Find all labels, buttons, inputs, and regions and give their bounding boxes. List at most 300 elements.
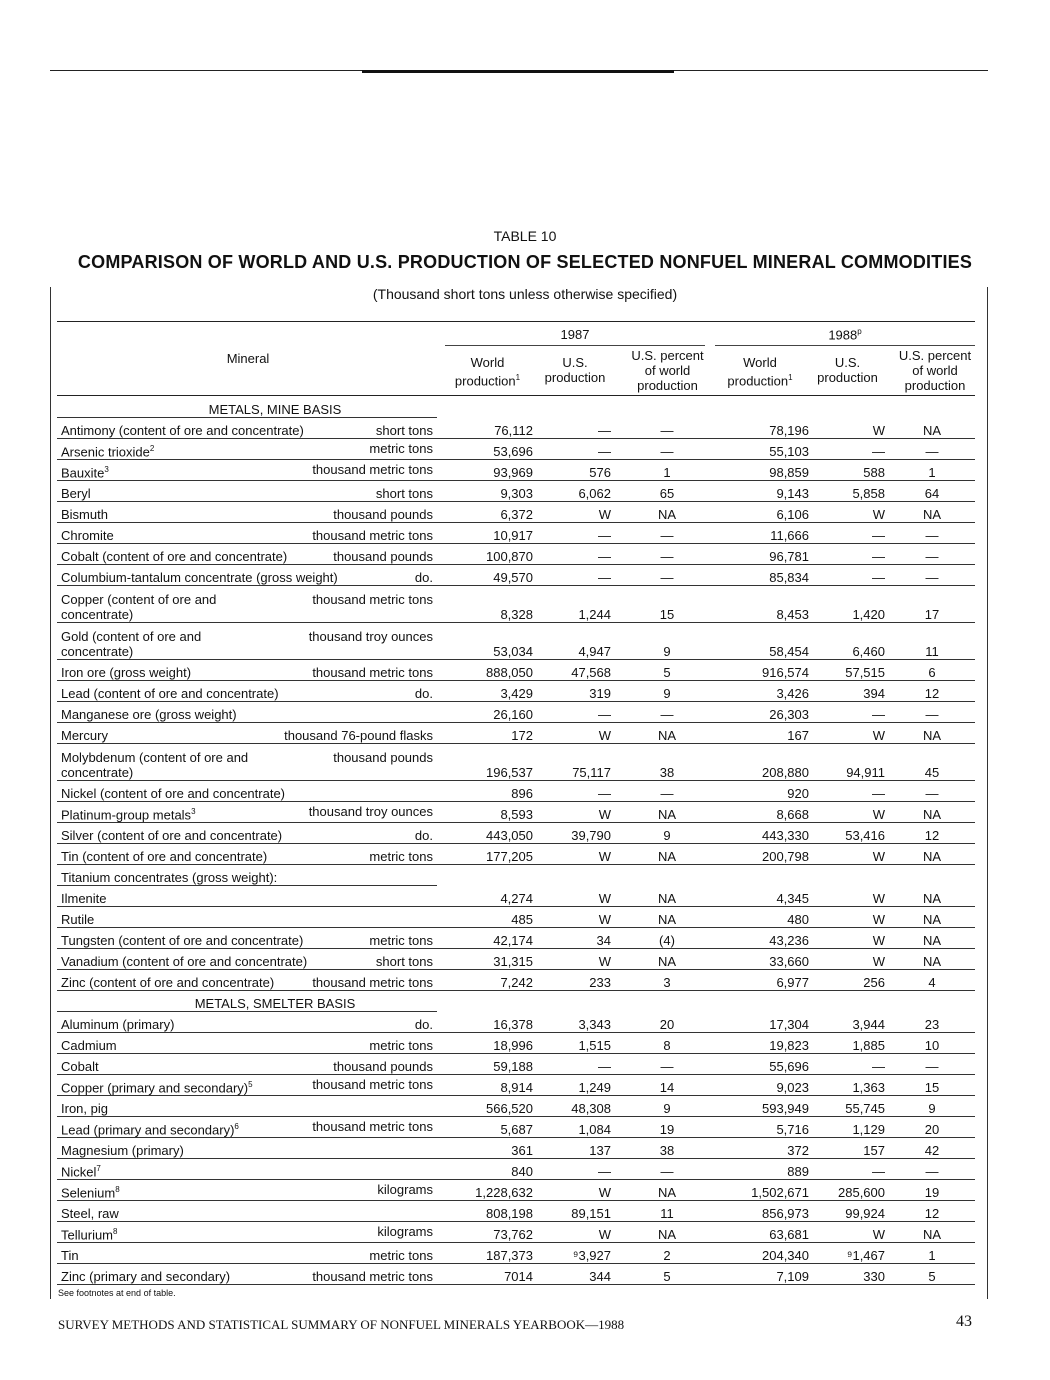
mineral-name (61, 786, 285, 801)
world-production-1987-cell: 26,160 (437, 702, 537, 723)
world-production-1987-cell: 73,762 (437, 1222, 537, 1243)
mineral-cell (57, 1033, 437, 1054)
table-row (57, 907, 975, 928)
us-percent-1988-cell: NA (889, 802, 975, 823)
us-production-1988-cell: — (813, 565, 889, 586)
us-production-1988-cell: 3,944 (813, 1012, 889, 1033)
year1-header: 1987 (560, 327, 590, 342)
mineral-name (61, 750, 248, 780)
world-production-1988-cell: 4,345 (719, 886, 813, 907)
us-percent-1988-cell: 5 (889, 1264, 975, 1285)
us-production-1987-cell: W (537, 886, 615, 907)
mineral-name (61, 1206, 119, 1221)
empty-cell (813, 991, 889, 1012)
mineral-name-text: Manganese ore (gross weight) (61, 707, 237, 722)
mineral-name (61, 1119, 239, 1137)
empty-cell (537, 397, 615, 418)
us-production-1988-cell: — (813, 523, 889, 544)
unit-label: kilograms (377, 1223, 433, 1239)
year2-header (715, 327, 975, 342)
world-production-1987-cell: 7,242 (437, 970, 537, 991)
table-row (57, 1096, 975, 1117)
us-production-1987-cell: 34 (537, 928, 615, 949)
world-production-1987-cell: 4,274 (437, 886, 537, 907)
mineral-cell (57, 660, 437, 681)
us-production-1988-cell: 5,858 (813, 481, 889, 502)
us-percent-1988-cell: NA (889, 1222, 975, 1243)
us-production-1988-cell: 157 (813, 1138, 889, 1159)
us-percent-1987-cell: 3 (615, 970, 719, 991)
world-production-label: production$^1$ (727, 373, 793, 389)
mineral-cell (57, 1264, 437, 1285)
table-row (57, 660, 975, 681)
mineral-name (61, 441, 154, 459)
world-production-1988-cell: 200,798 (719, 844, 813, 865)
section-header-row (57, 397, 975, 418)
mineral-cell (57, 907, 437, 928)
us-percent-1988-cell: NA (889, 949, 975, 970)
world-production-header-1987 (440, 355, 535, 388)
world-production-1987-cell: 3,429 (437, 681, 537, 702)
us-percent-1988-cell: 12 (889, 823, 975, 844)
unit-label: thousand pounds (333, 750, 433, 765)
us-percent-1988-cell: 12 (889, 681, 975, 702)
mineral-name-text: Cobalt (content of ore and concentrate) (61, 549, 288, 564)
mineral-name (61, 828, 282, 843)
mineral-cell (57, 949, 437, 970)
table-row (57, 1222, 975, 1243)
footnote-ref: 7 (96, 1163, 101, 1173)
us-percent-1987-cell: — (615, 418, 719, 439)
us-percent-1987-cell: NA (615, 1180, 719, 1201)
world-production-1988-cell: 85,834 (719, 565, 813, 586)
world-label: World (470, 355, 505, 370)
us-production-1987-cell: W (537, 949, 615, 970)
empty-cell (719, 991, 813, 1012)
us-production-1987-cell: 4,947 (537, 623, 615, 660)
unit-label: thousand 76-pound flasks (284, 728, 433, 743)
page-subtitle: (Thousand short tons unless otherwise specified) (372, 286, 678, 302)
mineral-column-header: Mineral (226, 351, 270, 366)
year2-sup: p (857, 327, 862, 336)
us-percent-1987-cell: NA (615, 802, 719, 823)
world-production-1988-cell: 58,454 (719, 623, 813, 660)
us-percent-1987-cell: 9 (615, 1096, 719, 1117)
world-production-1988-cell: 889 (719, 1159, 813, 1180)
world-production-1988-cell: 63,681 (719, 1222, 813, 1243)
us-production-1987-cell: — (537, 523, 615, 544)
us-percent-1987-cell: NA (615, 723, 719, 744)
us-percent-1987-cell: 38 (615, 1138, 719, 1159)
mineral-cell (57, 1201, 437, 1222)
mineral-cell (57, 1075, 437, 1096)
mineral-name (61, 1077, 253, 1095)
pct-line2: of world (644, 363, 691, 378)
mineral-name-text: Iron ore (gross weight) (61, 665, 192, 680)
us-percent-1987-cell: 2 (615, 1243, 719, 1264)
pct-line2: of world (912, 363, 958, 378)
world-production-1988-cell: 1,502,671 (719, 1180, 813, 1201)
mineral-name (61, 423, 304, 438)
world-production-1987-cell: 8,328 (437, 586, 537, 623)
unit-label: thousand pounds (333, 507, 433, 522)
mineral-name-text: Cadmium (61, 1038, 117, 1053)
world-production-1988-cell: 11,666 (719, 523, 813, 544)
world-production-1988-cell: 98,859 (719, 460, 813, 481)
unit-label: metric tons (369, 849, 433, 864)
world-production-1987-cell: 76,112 (437, 418, 537, 439)
us-production-1987-cell: 48,308 (537, 1096, 615, 1117)
us-percent-1988-cell: NA (889, 928, 975, 949)
us-production-1988-cell: W (813, 502, 889, 523)
mineral-name-text: Selenium (61, 1185, 116, 1200)
world-production-1988-cell: 372 (719, 1138, 813, 1159)
mineral-cell (57, 1054, 437, 1075)
mineral-cell (57, 844, 437, 865)
mineral-name (61, 462, 109, 480)
us-percent-header-1988 (885, 348, 985, 393)
us-production-1988-cell: W (813, 418, 889, 439)
mineral-name (61, 507, 108, 522)
world-production-1987-cell: 53,034 (437, 623, 537, 660)
mineral-name-text: Beryl (61, 486, 91, 501)
us-percent-1988-cell: — (889, 544, 975, 565)
year2-rule (715, 345, 975, 346)
us-percent-1988-cell: 6 (889, 660, 975, 681)
mineral-cell (57, 502, 437, 523)
mineral-cell (57, 1243, 437, 1264)
mineral-cell (57, 802, 437, 823)
us-percent-1987-cell: 9 (615, 681, 719, 702)
table-row (57, 1012, 975, 1033)
us-percent-1988-cell: 42 (889, 1138, 975, 1159)
mineral-cell (57, 481, 437, 502)
mineral-name-text: Zinc (primary and secondary) (61, 1269, 231, 1284)
mineral-name (61, 870, 277, 885)
us-production-1987-cell: 576 (537, 460, 615, 481)
unit-label: thousand metric tons (312, 975, 433, 990)
table-label: TABLE 10 (493, 228, 557, 244)
world-production-1988-cell: 208,880 (719, 744, 813, 781)
us-production-label: production (817, 370, 878, 385)
unit-label: short tons (375, 423, 433, 438)
world-production-1988-cell: 19,823 (719, 1033, 813, 1054)
us-production-1987-cell: 1,249 (537, 1075, 615, 1096)
mineral-name-text: Lead (content of ore and concentrate) (61, 686, 279, 701)
world-production-1988-cell: 5,716 (719, 1117, 813, 1138)
empty-cell (615, 397, 719, 418)
world-production-1988-cell: 55,103 (719, 439, 813, 460)
world-production-1987-cell: 16,378 (437, 1012, 537, 1033)
us-production-1987-cell: 47,568 (537, 660, 615, 681)
us-percent-1988-cell: — (889, 565, 975, 586)
empty-cell (889, 991, 975, 1012)
us-percent-1987-cell: (4) (615, 928, 719, 949)
footnote: See footnotes at end of table. (58, 1288, 176, 1298)
us-production-label: production (544, 370, 606, 385)
table-row (57, 1117, 975, 1138)
us-production-1987-cell: 344 (537, 1264, 615, 1285)
unit-label: do. (414, 570, 433, 585)
top-rule-accent (362, 70, 674, 73)
unit-label: thousand troy ounces (308, 803, 433, 819)
us-production-1988-cell: W (813, 844, 889, 865)
us-production-1987-cell: W (537, 907, 615, 928)
mineral-name-text: Nickel (content of ore and concentrate) (61, 786, 286, 801)
table-row (57, 844, 975, 865)
world-production-1987-cell: 42,174 (437, 928, 537, 949)
mineral-name (61, 1143, 184, 1158)
us-production-1987-cell: W (537, 1180, 615, 1201)
world-production-1988-cell: 17,304 (719, 1012, 813, 1033)
mineral-name (61, 728, 108, 743)
us-percent-1988-cell: — (889, 439, 975, 460)
us-production-1988-cell: W (813, 886, 889, 907)
us-percent-1987-cell: — (615, 781, 719, 802)
mineral-name (61, 1017, 174, 1032)
us-production-1987-cell: W (537, 1222, 615, 1243)
mineral-name (61, 933, 303, 948)
empty-cell (889, 397, 975, 418)
mineral-name (61, 570, 338, 585)
mineral-name (61, 629, 201, 659)
mineral-cell (57, 681, 437, 702)
mineral-name-text: Copper (primary and secondary) (61, 1080, 249, 1095)
pct-line3: production (637, 378, 698, 393)
mineral-name (61, 486, 91, 501)
mineral-name-text: Vanadium (content of ore and concentrate) (61, 954, 308, 969)
us-percent-1988-cell: — (889, 523, 975, 544)
table-row (57, 886, 975, 907)
world-production-1987-cell: 59,188 (437, 1054, 537, 1075)
us-percent-1988-cell: 1 (889, 1243, 975, 1264)
table-row (57, 481, 975, 502)
unit-label: do. (414, 828, 433, 843)
mineral-name (61, 891, 107, 906)
mineral-name-text: Ilmenite (61, 891, 107, 906)
unit-label: short tons (375, 954, 433, 969)
footnote-ref: 6 (234, 1121, 239, 1131)
world-production-header-1988 (715, 355, 805, 388)
table-row (57, 1138, 975, 1159)
us-percent-1988-cell: 20 (889, 1117, 975, 1138)
world-production-1987-cell: 8,914 (437, 1075, 537, 1096)
mineral-cell (57, 723, 437, 744)
world-production-1988-cell: 920 (719, 781, 813, 802)
us-production-1988-cell: W (813, 802, 889, 823)
us-production-1988-cell: 1,885 (813, 1033, 889, 1054)
unit-label: metric tons (369, 1038, 433, 1053)
us-production-1988-cell: 6,460 (813, 623, 889, 660)
mineral-name-text: Tellurium (61, 1227, 114, 1242)
us-production-1988-cell: W (813, 949, 889, 970)
world-production-1988-cell: 7,109 (719, 1264, 813, 1285)
unit-label: thousand troy ounces (308, 629, 433, 644)
mineral-name-text: Rutile (61, 912, 95, 927)
production-table (57, 397, 975, 1285)
world-production-1988-cell: 55,696 (719, 1054, 813, 1075)
us-production-1987-cell: 75,117 (537, 744, 615, 781)
mineral-name-text: Steel, raw (61, 1206, 119, 1221)
unit-label: thousand metric tons (312, 592, 433, 607)
us-percent-1988-cell: 9 (889, 1096, 975, 1117)
mineral-name-text: Iron, pig (61, 1101, 108, 1116)
us-percent-1987-cell (615, 865, 719, 886)
us-production-1987-cell: W (537, 844, 615, 865)
header-bottom-rule (57, 395, 975, 396)
us-label: U.S. (562, 355, 588, 370)
mineral-name-text: Nickel (61, 1164, 97, 1179)
table-row (57, 586, 975, 623)
mineral-name-text: Columbium-tantalum concentrate (gross weight) (61, 570, 338, 585)
world-production-1988-cell: 9,143 (719, 481, 813, 502)
us-production-1988-cell: — (813, 1054, 889, 1075)
mineral-name-text: Copper (content of ore and concentrate) (61, 592, 217, 622)
unit-label: thousand pounds (333, 1059, 433, 1074)
footer-text: SURVEY METHODS AND STATISTICAL SUMMARY OF NONFUEL MINERALS YEARBOOK—1988 (58, 1317, 625, 1332)
us-percent-1988-cell: 45 (889, 744, 975, 781)
us-production-1987-cell: W (537, 802, 615, 823)
us-percent-1987-cell: NA (615, 907, 719, 928)
mineral-cell (57, 1180, 437, 1201)
us-production-1988-cell: — (813, 439, 889, 460)
empty-cell (537, 991, 615, 1012)
us-percent-1988-cell: NA (889, 418, 975, 439)
us-production-1987-cell: ⁹3,927 (537, 1243, 615, 1264)
us-percent-1987-cell: 11 (615, 1201, 719, 1222)
unit-label: thousand metric tons (312, 528, 433, 543)
table-row (57, 1075, 975, 1096)
us-percent-1988-cell: — (889, 1159, 975, 1180)
us-production-1987-cell: — (537, 781, 615, 802)
us-production-1987-cell: — (537, 418, 615, 439)
us-production-1988-cell: 394 (813, 681, 889, 702)
world-production-1988-cell: 8,668 (719, 802, 813, 823)
empty-cell (813, 397, 889, 418)
world-label: World (743, 355, 777, 370)
us-production-1988-cell: ⁹1,467 (813, 1243, 889, 1264)
mineral-name (61, 975, 274, 990)
world-production-1987-cell: 93,969 (437, 460, 537, 481)
section-heading: METALS, MINE BASIS (57, 397, 437, 418)
table-row (57, 702, 975, 723)
us-production-1987-cell: 89,151 (537, 1201, 615, 1222)
table-row (57, 865, 975, 886)
table-row (57, 439, 975, 460)
us-percent-1987-cell: 14 (615, 1075, 719, 1096)
us-production-1988-cell: 285,600 (813, 1180, 889, 1201)
unit-label: thousand metric tons (312, 1118, 433, 1134)
world-production-1987-cell: 31,315 (437, 949, 537, 970)
us-percent-1988-cell: 15 (889, 1075, 975, 1096)
unit-label: kilograms (377, 1181, 433, 1197)
table-row (57, 544, 975, 565)
mineral-name (61, 549, 287, 564)
us-percent-1988-cell: NA (889, 844, 975, 865)
us-production-1988-cell: W (813, 723, 889, 744)
us-percent-1987-cell: — (615, 702, 719, 723)
us-production-1987-cell: 3,343 (537, 1012, 615, 1033)
world-production-1987-cell: 485 (437, 907, 537, 928)
us-production-header-1987 (535, 355, 615, 385)
us-percent-1988-cell: NA (889, 886, 975, 907)
us-percent-1987-cell: 65 (615, 481, 719, 502)
mineral-name-text: Chromite (61, 528, 114, 543)
year1-rule (445, 345, 705, 346)
us-percent-1987-cell: 9 (615, 823, 719, 844)
world-production-1988-cell: 96,781 (719, 544, 813, 565)
world-production-1987-cell: 196,537 (437, 744, 537, 781)
us-percent-1988-cell: 10 (889, 1033, 975, 1054)
us-percent-1987-cell: NA (615, 949, 719, 970)
mineral-name-text: Molybdenum (content of ore and concentrate) (61, 750, 249, 780)
us-production-1988-cell: 1,420 (813, 586, 889, 623)
table-row (57, 460, 975, 481)
table-row (57, 781, 975, 802)
mineral-cell (57, 1222, 437, 1243)
page-number: 43 (956, 1313, 972, 1330)
empty-cell (437, 991, 537, 1012)
table-row (57, 723, 975, 744)
us-production-1987-cell: 6,062 (537, 481, 615, 502)
world-production-1987-cell: 566,520 (437, 1096, 537, 1117)
mineral-name (61, 665, 191, 680)
us-production-1987-cell: 137 (537, 1138, 615, 1159)
us-production-1988-cell: 55,745 (813, 1096, 889, 1117)
us-production-1988-cell (813, 865, 889, 886)
us-percent-header-1987 (615, 348, 720, 393)
us-percent-1987-cell: 19 (615, 1117, 719, 1138)
table-row (57, 1180, 975, 1201)
table-row (57, 802, 975, 823)
us-production-1987-cell: 1,084 (537, 1117, 615, 1138)
mineral-cell (57, 544, 437, 565)
us-percent-1987-cell: — (615, 523, 719, 544)
world-production-1987-cell: 100,870 (437, 544, 537, 565)
us-percent-1988-cell: 23 (889, 1012, 975, 1033)
mineral-cell (57, 565, 437, 586)
world-production-1988-cell: 856,973 (719, 1201, 813, 1222)
mineral-name-text: Bauxite (61, 465, 105, 480)
mineral-cell (57, 702, 437, 723)
world-production-1988-cell: 8,453 (719, 586, 813, 623)
us-percent-1988-cell: 19 (889, 1180, 975, 1201)
us-percent-1988-cell: NA (889, 502, 975, 523)
mineral-name-text: Gold (content of ore and concentrate) (61, 629, 202, 659)
us-percent-1987-cell: — (615, 544, 719, 565)
mineral-name (61, 1248, 79, 1263)
world-production-1988-cell: 26,303 (719, 702, 813, 723)
us-percent-1988-cell: 4 (889, 970, 975, 991)
us-production-1987-cell: — (537, 439, 615, 460)
mineral-name (61, 1269, 230, 1284)
mineral-name (61, 528, 114, 543)
world-production-1988-cell: 167 (719, 723, 813, 744)
mineral-cell (57, 1096, 437, 1117)
us-percent-1987-cell: 9 (615, 623, 719, 660)
unit-label: thousand metric tons (312, 1076, 433, 1092)
footnote-ref: 2 (149, 443, 155, 453)
mineral-name-text: Aluminum (primary) (61, 1017, 175, 1032)
world-production-1987-cell: 5,687 (437, 1117, 537, 1138)
table-row (57, 823, 975, 844)
us-production-1987-cell (537, 865, 615, 886)
table-row (57, 949, 975, 970)
unit-label: thousand pounds (333, 549, 433, 564)
us-percent-1987-cell: 5 (615, 660, 719, 681)
us-percent-1987-cell: 38 (615, 744, 719, 781)
world-production-1987-cell: 172 (437, 723, 537, 744)
